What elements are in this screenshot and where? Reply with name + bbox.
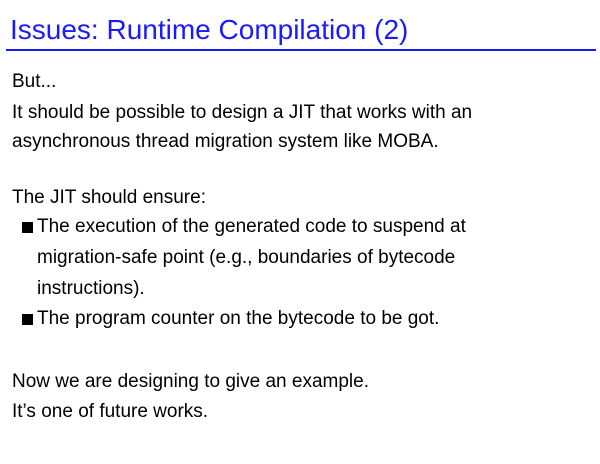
bullet-2-line-1: The program counter on the bytecode to be got. <box>37 308 440 329</box>
intro-line-1: But... <box>12 71 57 92</box>
bullet-1-line-1: The execution of the generated code to suspend at <box>37 216 466 237</box>
intro-line-3: asynchronous thread migration system like MOBA. <box>12 131 439 152</box>
bullet-1-line-2: migration-safe point (e.g., boundaries of bytecode <box>37 247 456 268</box>
bullet-1-line-3: instructions). <box>37 278 145 299</box>
ensure-heading: The JIT should ensure: <box>12 187 206 208</box>
slide-title: Issues: Runtime Compilation (2) <box>10 14 409 45</box>
intro-line-2: It should be possible to design a JIT that works with an <box>12 102 473 123</box>
closing-line-1: Now we are designing to give an example. <box>12 371 369 392</box>
closing-line-2: It’s one of future works. <box>12 401 209 422</box>
title-underline <box>6 49 596 51</box>
square-bullet-icon <box>22 314 33 325</box>
square-bullet-icon <box>22 222 33 233</box>
